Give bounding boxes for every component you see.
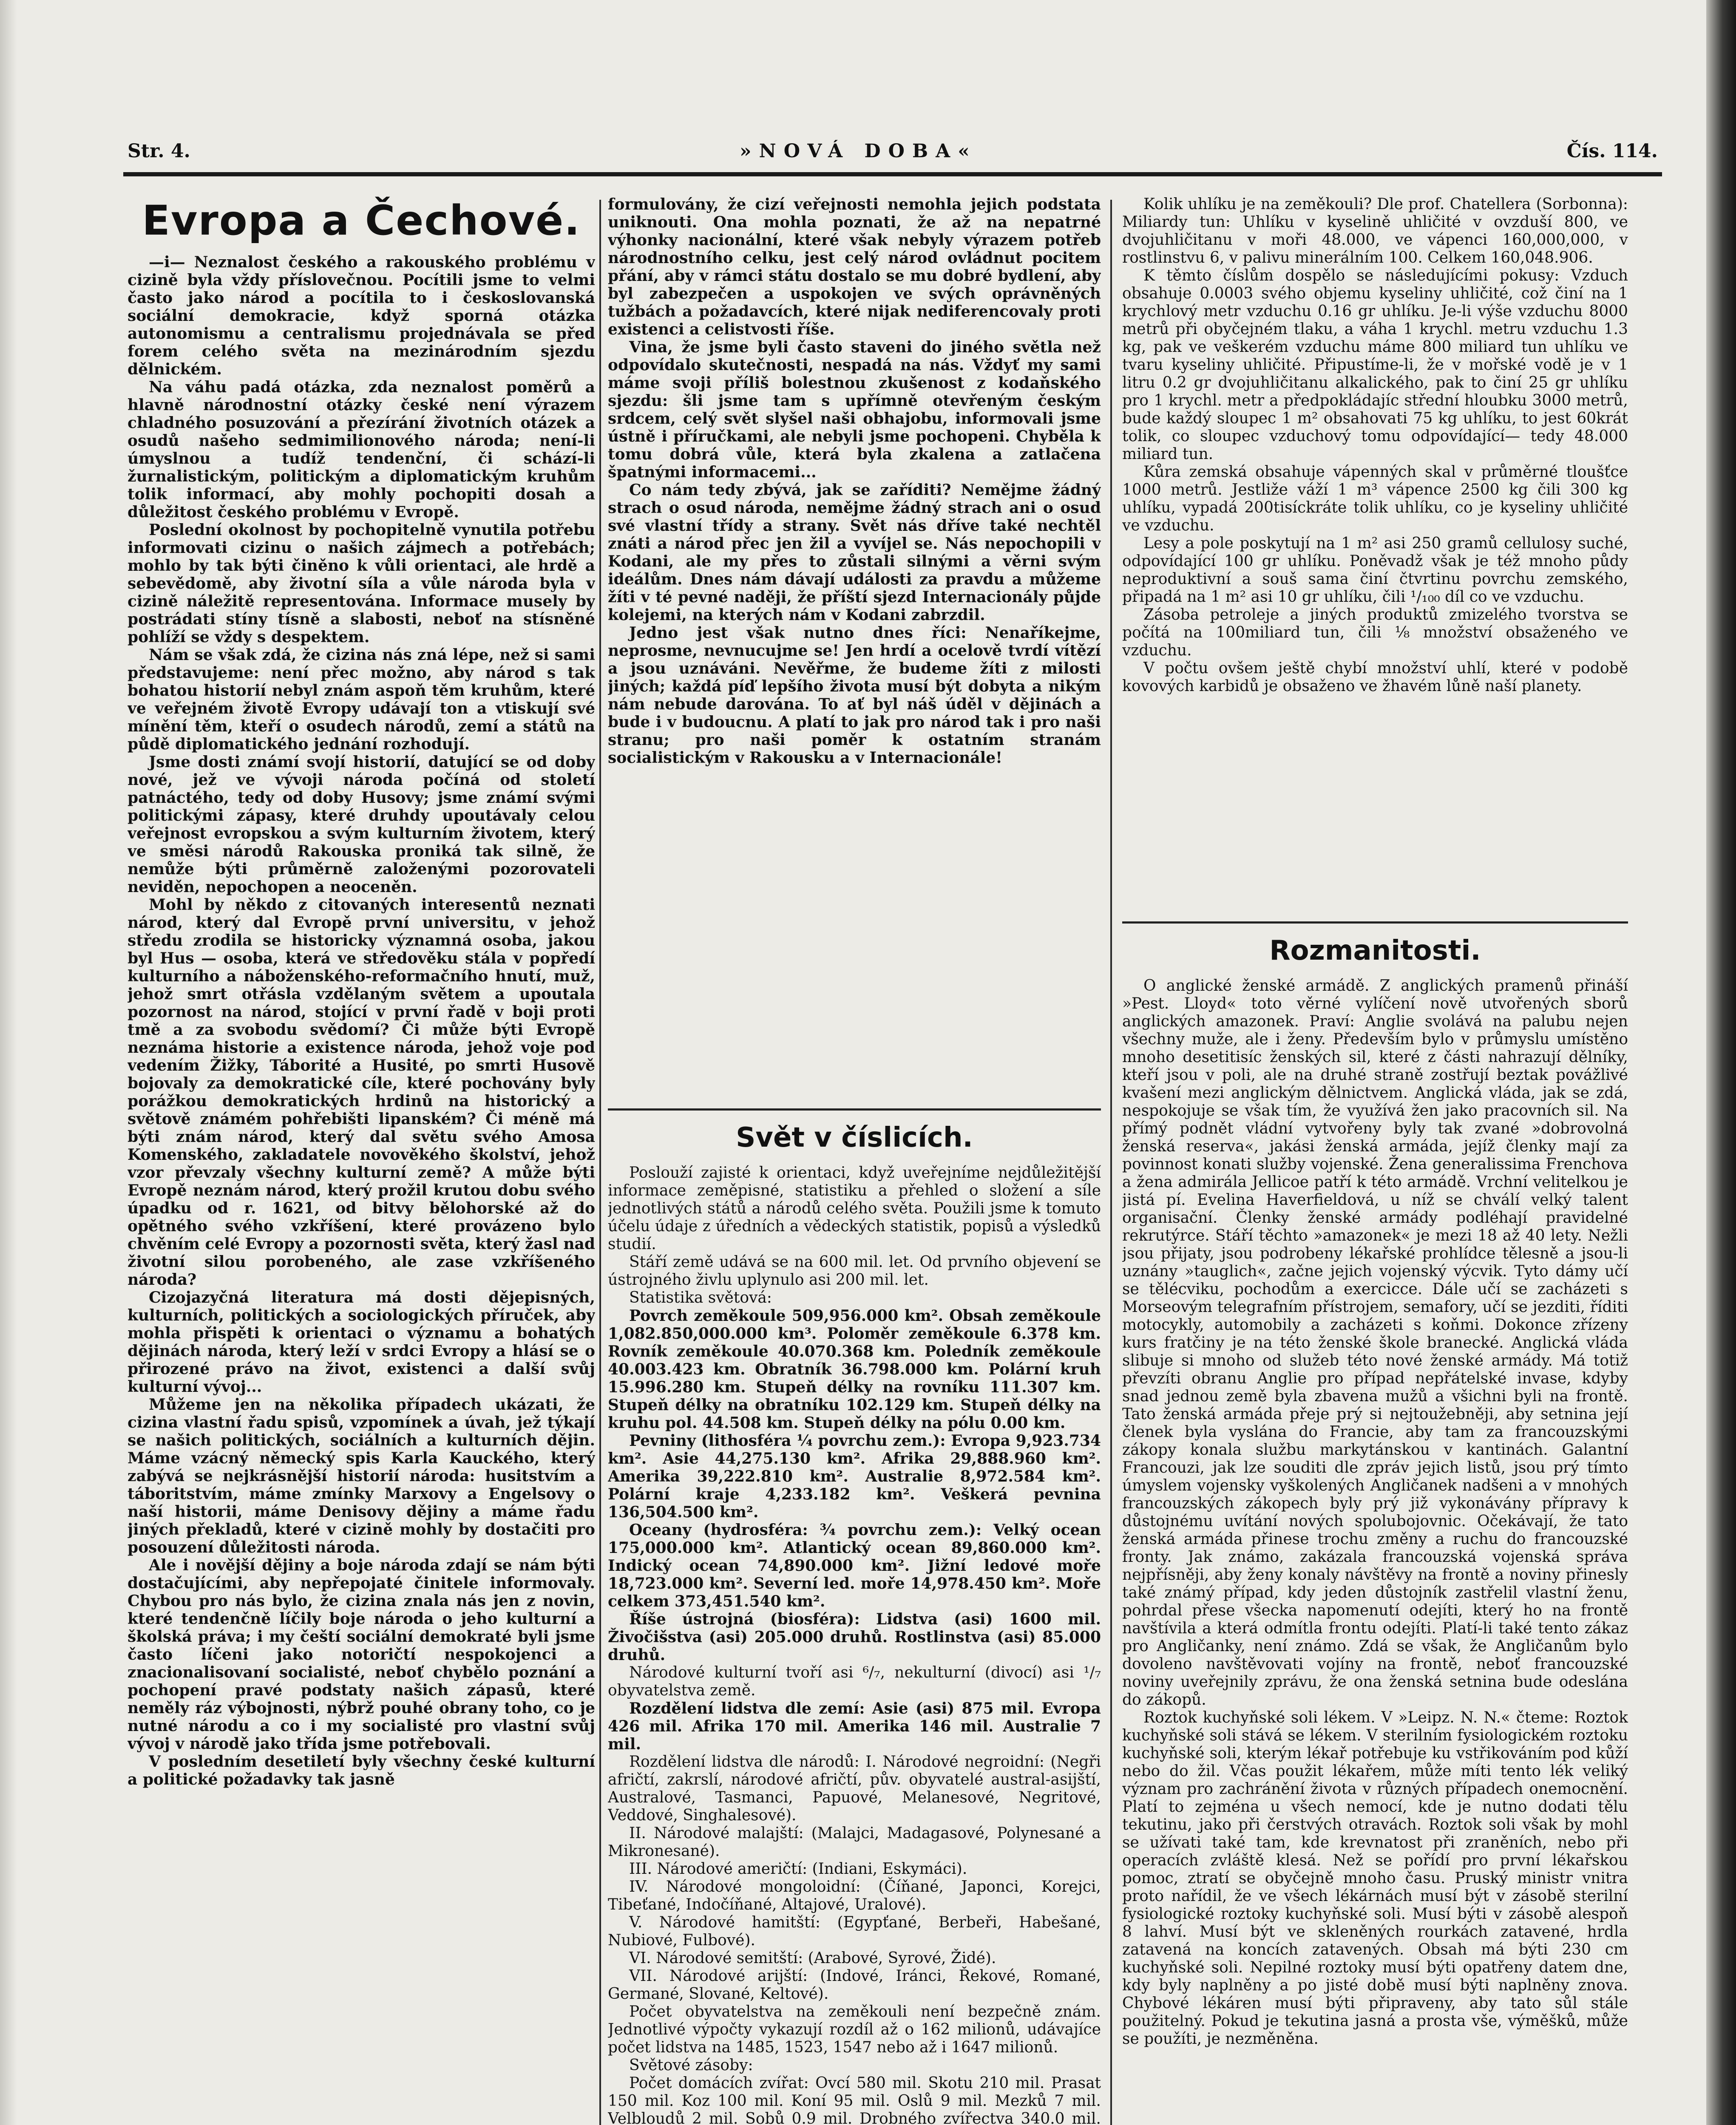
article-paragraph: V posledním desetiletí byly všechny české kulturní a politické požadavky tak jasně bbox=[128, 1753, 595, 1788]
stat-paragraph: Lesy a pole poskytují na 1 m² asi 250 gramů cellulosy suché, odpovídající 100 gr uhlíku. Poněvadž však je též mnoho půdy neproduktivní a souš sama činí čtvrtinu povrchu zemského, připadá na 1 m² asi 10 gr uhlíku, čili ¹/₁₀₀ díl co ve vzduchu. bbox=[1122, 535, 1628, 606]
article-paragraph: —i— Neznalost českého a rakouského problému v cizině byla vždy příslovečnou. Pocítili jsme to velmi často jako národ a pocítila to i českoslovanská sociální demokracie, když sporná otázka autonomismu a centralismu projednávala se před forem celého světa na mezinárodním sjezdu dělnickém. bbox=[128, 253, 595, 378]
stat-paragraph: Statistika světová: bbox=[629, 1289, 772, 1306]
stat-paragraph: Říše ústrojná (biosféra): Lidstva (asi) 1600 mil. Živočišstva (asi) 205.000 druhů. Rostlinstva (asi) 85.000 druhů. bbox=[608, 1610, 1101, 1664]
binding-shadow bbox=[1706, 0, 1736, 2125]
stat-paragraph: VII. Národové arijští: (Indové, Iránci, Řekové, Romané, Germané, Slované, Keltové). bbox=[608, 1967, 1101, 2003]
stat-paragraph: Zásoba petroleje a jiných produktů zmizelého tvorstva se počítá na 100miliard tun, čili ⅛ množství obsaženého ve vzduchu. bbox=[1122, 606, 1628, 659]
stat-paragraph: Povrch zeměkoule 509,956.000 km². Obsah zeměkoule 1,082.850,000.000 km³. Poloměr zeměkoule 6.378 km. Rovník zeměkoule 40.070.368 km. Poledník zeměkoule 40.003.423 km. Obratník 36.798.000 km. Polární kruh 15.996.280 km. Stupeň délky na rovníku 111.307 km. Stupeň délky na obratníku 102.129 km. Stupeň délky na kruhu pol. 44.508 km. Stupeň délky na pólu 0.00 km. bbox=[608, 1307, 1101, 1432]
stat-paragraph: VI. Národové semitští: (Arabové, Syrové, Židé). bbox=[629, 1949, 996, 1967]
section-rule bbox=[1122, 921, 1628, 924]
section-title: Svět v číslicích. bbox=[736, 1122, 973, 1153]
stat-paragraph: Rozdělení lidstva dle národů: I. Národové negroidní: (Negři afričtí, zakrslí, národové afričtí, pův. obyvatelé austral-asijští, Australové, Tasmanci, Papuové, Melanesové, Negritové, Veddové, Singhalesové). bbox=[608, 1753, 1101, 1824]
page-header bbox=[128, 140, 1658, 174]
article-paragraph: Ale i novější dějiny a boje národa zdají se nám býti dostačujícími, aby nepřepojaté činitele informovaly. Chybou pro nás bylo, že cizina znala nás jen z novin, které tendenčně líčily boje národa o jeho kulturní a školská práva; i my čeští sociální demokraté byli jsme často líčeni jako notoričtí nespokojenci a znacionalisovaní socialisté, neboť chybělo poznání a pochopení pravé podstaty našich zápasů, které neměly ráz výbojnosti, nýbrž pouhé obrany toho, co je nutné národu a co i my socialisté pro vlastní svůj vývoj v národě jako třída jsme potřebovali. bbox=[128, 1556, 595, 1753]
article-paragraph: Na váhu padá otázka, zda neznalost poměrů a hlavně národnostní otázky české není výrazem chladného posuzování a přezírání životních otázek a osudů našeho sedmimilionového národa; není-li úmyslnou a tudíž tendenční, či schází-li žurnalistickým, politickým a diplomatickým kruhům tolik informací, aby mohly pochopiti dosah a důležitost českého problému v Evropě. bbox=[128, 378, 595, 521]
stat-paragraph: Světové zásoby: bbox=[629, 2057, 753, 2074]
article-paragraph: Jedno jest však nutno dnes říci: Nenaříkejme, neprosme, nevnucujme se! Jen hrdí a ocelově tvrdí vítězí a jsou uznáváni. Nevěřme, že budeme žíti z milosti jiných; každá píď lepšího života musí být dobyta a nikým nám nebude darována. To ať byl náš úděl v dějinách a bude i v budoucnu. A platí to jak pro národ tak i pro naši stranu; pro naši poměr k ostatním stranám socialistickým v Rakousku a v Internacionále! bbox=[608, 624, 1101, 767]
article-paragraph: Cizojazyčná literatura má dosti dějepisných, kulturních, politických a sociologických příruček, aby mohla přispěti k orientaci o významu a bohatých dějinách národa, který leží v srdci Evropy a hlásí se o přirozené právo na život, existenci a další svůj kulturní vývoj... bbox=[128, 1289, 595, 1396]
stat-paragraph: Národové kulturní tvoří asi ⁶/₇, nekulturní (divocí) asi ¹/₇ obyvatelstva země. bbox=[608, 1664, 1101, 1699]
stat-paragraph: Počet obyvatelstva na zeměkouli není bezpečně znám. Jednotlivé výpočty vykazují rozdíl až o 162 milionů, udávajíce počet lidstva na 1485, 1523, 1547 nebo až i 1647 milionů. bbox=[608, 2003, 1101, 2056]
article-paragraph: Můžeme jen na několika případech ukázati, že cizina vlastní řadu spisů, vzpomínek a úvah, jež týkají se našich politických, sociálních a kulturních dějin. Máme vzácný německý spis Karla Kauckého, který zabývá se nejkrásnější historií národa: husitstvím a táboritstvím, máme zmínky Marxovy a Engelsovy o naší historii, máme Denisovy dějiny a máme řadu jiných překladů, které v cizině mohly by dostačiti pro posouzení důležitosti národa. bbox=[128, 1396, 595, 1556]
article-paragraph: Nám se však zdá, že cizina nás zná lépe, než si sami představujeme: není přec možno, aby národ s tak bohatou historií nebyl znám aspoň těm kruhům, které ve veřejném životě Evropy udávají ton a vtiskují své mínění těm, kteří o osudech národů, zemí a států na půdě diplomatického jednání rozhodují. bbox=[128, 646, 595, 753]
article-continuation bbox=[608, 196, 1101, 1101]
stat-paragraph: Rozdělení lidstva dle zemí: Asie (asi) 875 mil. Evropa 426 mil. Afrika 170 mil. Amerika 146 mil. Australie 7 mil. bbox=[608, 1700, 1101, 1753]
stat-paragraph: Poslouží zajisté k orientaci, když uveřejníme nejdůležitější informace zeměpisné, statistiku a přehled o složení a síle jednotlivých států a národů celého světa. Použili jsme k tomuto účelu údaje z úředních a vědeckých statistik, popisů a výsledků studií. bbox=[608, 1164, 1101, 1253]
news-item: Roztok kuchyňské soli lékem. V »Leipz. N. N.« čteme: Roztok kuchyňské soli stává se lékem. V sterilním fysiologickém roztoku kuchyňské soli, kterým lékař potřebuje ku vstřikováním pod kůží nebo do žil. Včas použit lékařem, může míti tento lék veliký význam pro zachránění života v různých případech onemocnění. Platí to zejména u všech nemocí, kde je nutno dodati tělu tekutinu, jako při čerstvých otravách. Roztok soli však by mohl se užívati také tam, kde krevnatost při zraněních, nebo při operacích zvláště klesá. Než se pořídí pro první lékařskou pomoc, ztratí se obyčejně mnoho času. Pruský ministr vnitra proto nařídil, že ve všech lékárnách musí být v zásobě sterilní fysiologické roztoky kuchyňské soli. Musí býti v zásobě alespoň 8 lahví. Musí být ve skleněných rourkách zatavené, hrdla zatavená na koncích zatavených. Obsah má býti 230 cm kuchyňské soli. Nepilné roztoky musí býti opatřeny datem dne, kdy byly naplněny a po jisté době musí býti naplněny znova. Chybové lékáren musí býti připraveny, aby tato sůl stále použitelný. Pokud je tekutina jasná a prosta vše, výměšků, může se použíti, je nezměněna. bbox=[1122, 1709, 1628, 2048]
column-divider bbox=[1110, 200, 1112, 2125]
article-paragraph: Co nám tedy zbývá, jak se zaříditi? Nemějme žádný strach o osud národa, nemějme žádný strach ani o osud své vlastní třídy a strany. Svět nás dříve také nechtěl znáti a národ přec jen žil a vyvíjel se. Nás nepochopili v Kodani, ale my přes to zůstali silnými a věrni svým ideálům. Dnes nám dávají události za pravdu a můžeme žíti v té pevné naději, že příští sjezd Internacionály půjde kolejemi, na kterých nám v Kodani zabrzdil. bbox=[608, 481, 1101, 624]
miscellany-section bbox=[1122, 977, 1628, 2048]
statistics-section bbox=[608, 1164, 1101, 2125]
column-1 bbox=[128, 196, 595, 2125]
section-rule bbox=[608, 1108, 1101, 1111]
stat-paragraph: Počet domácích zvířat: Ovcí 580 mil. Skotu 210 mil. Prasat 150 mil. Koz 100 mil. Koní 95 mil. Oslů 9 mil. Mezků 7 mil. Velbloudů 2 mil. Sobů 0.9 mil. Drobného zvířectva 340.0 mil. bbox=[608, 2074, 1101, 2125]
column-divider bbox=[599, 200, 601, 2125]
article-paragraph: Poslední okolnost by pochopitelně vynutila potřebu informovati cizinu o našich zájmech a potřebách; mohlo by tak býti činěno k vůli orientaci, ale hrdě a sebevědomě, aby životní síla a vůle národa byla v cizině náležitě representována. Informace musely by postrádati stíny tísně a slabosti, neboť na stísněné pohlíží se vždy s despektem. bbox=[128, 521, 595, 646]
issue-number: Čís. 114. bbox=[1566, 140, 1658, 162]
stat-paragraph: IV. Národové mongoloidní: (Číňané, Japonci, Korejci, Tibeťané, Indočíňané, Altajové, Uralové). bbox=[608, 1878, 1101, 1913]
header-rule bbox=[123, 172, 1662, 176]
stat-paragraph: K těmto číslům dospělo se následujícími pokusy: Vzduch obsahuje 0.0003 svého objemu kyseliny uhličité, což činí na 1 krychlový metr vzduchu 0.16 gr uhlíku. Je-li výše vzduchu 8000 metrů při obyčejném tlaku, a váha 1 krychl. metru vzduchu 1.3 kg, pak ve veškerém vzduchu máme 800 miliard tun uhlíku ve tvaru kyseliny uhličité. Připustíme-li, že v mořské vodě je v 1 litru 0.2 gr dvojuhličitanu alkalického, pak to činí 25 gr uhlíku pro 1 krychl. metr a předpokládajíc střední hloubku 3000 metrů, bude každý sloupec 1 m² obsahovati 75 kg uhlíku, to jest 60krát tolik, co sloupec vzduchový tomu odpovídající— tedy 48.000 miliard tun. bbox=[1122, 267, 1628, 463]
stat-paragraph: III. Národové američtí: (Indiani, Eskymáci). bbox=[629, 1860, 967, 1878]
statistics-continuation bbox=[1122, 196, 1628, 914]
news-item: O anglické ženské armádě. Z anglických pramenů přináší »Pest. Lloyd« toto věrné vylíčení nově utvořených sborů anglických amazonek. Praví: Anglie svolává na palubu nejen všechny muže, ale i ženy. Především bylo v průmyslu umístěno mnoho desetitisíc ženských sil, které z části nahrazují dělníky, kteří jsou v poli, ale na druhé straně zostřují beztak povážlivé kvašení mezi anglickým dělnictvem. Anglická vláda, jak se zdá, nespokojuje se však tím, že využívá žen jako pracovních sil. Na přímý podnět vládní vytvořeny byly tak zvané »dobrovolná ženská reserva«, jakási ženská armáda, jejíž členky mají za povinnost konati služby vojenské. Žena generalissima Frenchova a žena admirála Jellicoe patří k této armádě. Vrchní velitelkou je jistá pí. Evelina Haverfieldová, u níž se chválí velký talent organisační. Členky ženské armády podléhají pravidelné rekrutýrce. Stáří těchto »amazonek« je mezi 18 až 40 lety. Nežli jsou přijaty, jsou podrobeny lékařské prohlídce tělesně a jsou-li uznány »tauglich«, začne jejich vojenský výcvik. Tyto dámy učí se tělécviku, pochodům a exercicce. Dále učí se zacházeti s Morseovým telegrafním přístrojem, semafory, učí se jezditi, říditi motocykly, automobily a zacházeti s koňmi. Dokonce zřízeny kurs fratčiny je na této ženské škole branecké. Anglická vláda slibuje si mnoho od služeb této nové ženské armády. Má totiž převzíti obranu Anglie pro případ nepřátelské invase, kdyby snad jednou země byla zbavena mužů a všichni byli na frontě. Tato ženská armáda přeje prý si nejtoužebněji, aby setnina její členek byla vyslána do Francie, aby tam za francouzskými zákopy konala službu markytánskou v kantinách. Galantní Francouzi, jak lze souditi dle zpráv jejich listů, jsou prý tímto úmyslem vojensky vyškolených Angličanek nadšeni a v mnohých francouzských zákopech byly prý již vykonávány přípravy k důstojnému uvítání nových spolubojovnic. Očekávají, že tato ženská armáda přinese trochu změny a ruchu do francouzské fronty. Jak známo, zakázala francouzská vojenská správa nejpřísněji, aby ženy konaly návštěvy na frontě a noviny přinesly také známý případ, kdy jeden důstojník zastřelil vlastní ženu, pohrdal přese všecka napomenutí odejíti, který ho na frontě navštívila a která odmítla frontu odejíti. Platí-li také tento zákaz pro Angličanky, není známo. Zdá se však, že Angličanům bylo dovoleno navštěvovati vojíny na frontě, neboť francouzské noviny uveřejnily zprávu, že ona ženská setnina bude odeslána do zákopů. bbox=[1122, 977, 1628, 1708]
stat-paragraph: Stáří země udává se na 600 mil. let. Od prvního objevení se ústrojného živlu uplynulo asi 200 mil. let. bbox=[608, 1253, 1101, 1289]
stat-paragraph: V. Národové hamitští: (Egypťané, Berbeři, Habešané, Nubiové, Fulbové). bbox=[608, 1914, 1101, 1949]
stat-paragraph: II. Národové malajští: (Malajci, Madagasové, Polynesané a Mikronesané). bbox=[608, 1825, 1101, 1860]
stat-paragraph: Oceany (hydrosféra: ¾ povrchu zem.): Velký ocean 175,000.000 km². Atlantický ocean 89,860.000 km². Indický ocean 74,890.000 km². Jižní ledové moře 18,723.000 km². Severní led. moře 14,978.450 km². Moře celkem 373,451.540 km². bbox=[608, 1521, 1101, 1610]
article-paragraph: Mohl by někdo z citovaných interesentů neznati národ, který dal Evropě první universitu, v jehož středu zrodila se historicky významná osoba, jakou byl Hus — osoba, která ve středověku stála v popředí kulturního a náboženského-reformačního hnutí, muž, jehož smrt otřásla vzdělaným světem a upoutala pozornost na národ, stojící v první řadě v boji proti tmě a za svobodu svědomí? Či může býti Evropě neznáma historie a existence národa, jehož voje pod vedením Žižky, Táborité a Husité, po smrti Husově bojovaly za demokratické cíle, které pochovány byly porážkou demokratických hrdinů na historický a světově známém pohřebišti lipanském? Či méně má býti znám národ, který dal světu svého Amosa Komenského, zakladatele novověkého školství, jehož vzor převzaly všechny kulturní země? A může býti Evropě neznám národ, který prožil krutou dobu svého úpadku od r. 1621, od bitvy bělohorské až do opětného svého vzkříšení, které provázeno bylo chvěním celé Evropy a pozornosti světa, který žasl nad životní silou porobeného, ale zase vzkříšeného národa? bbox=[128, 896, 595, 1289]
stat-paragraph: Kolik uhlíku je na zeměkouli? Dle prof. Chatellera (Sorbonna): Miliardy tun: Uhlíku v kyselině uhličité v ovzduší 800, ve dvojuhličitanu v moři 48.000, ve vápenci 160,000,000, v rostlinstvu 6, v palivu minerálním 100. Celkem 160,048.906. bbox=[1122, 196, 1628, 266]
column-2 bbox=[608, 196, 1101, 2125]
page-number: Str. 4. bbox=[128, 140, 190, 162]
article-title: Evropa a Čechové. bbox=[142, 197, 581, 244]
page-left-edge bbox=[0, 0, 17, 2125]
article-paragraph: formulovány, že cizí veřejnosti nemohla jejich podstata uniknouti. Ona mohla poznati, že až na nepatrné výhonky nacionální, které však nebyly výrazem potřeb národnostního celku, jest celý národ ovládnut pocitem přání, aby v rámci státu dostalo se mu dobré bydlení, aby byl zabezpečen a uspokojen ve svých oprávněných tužbách a požadavcích, které nijak nediferencovaly proti existenci a celistvosti říše. bbox=[608, 196, 1101, 338]
stat-paragraph: Pevniny (lithosféra ¼ povrchu zem.): Evropa 9,923.734 km². Asie 44,275.130 km². Afrika 29,888.960 km². Amerika 39,222.810 km². Australie 8,972.584 km². Polární kraje 4,233.182 km². Veškerá pevnina 136,504.500 km². bbox=[608, 1432, 1101, 1521]
stat-paragraph: Kůra zemská obsahuje vápenných skal v průměrné tloušťce 1000 metrů. Jestliže váží 1 m³ vápence 2500 kg čili 300 kg uhlíku, vypadá 200tisíckráte tolik uhlíku, co je kyseliny uhličité ve vzduchu. bbox=[1122, 463, 1628, 534]
article-paragraph: Jsme dosti známí svojí historií, datující se od doby nové, jež ve vývoji národa počíná od století patnáctého, tedy od doby Husovy; jsme známí svými politickými zápasy, které druhdy upoutávaly celou veřejnost evropskou a svým kulturním životem, který ve směsi národů Rakouska proniká tak silně, že nemůže býti průměrně založenými pozorovateli neviděn, nepochopen a neoceněn. bbox=[128, 753, 595, 896]
stat-paragraph: V počtu ovšem ještě chybí množství uhlí, které v podobě kovových karbidů je obsaženo ve žhavém lůně naší planety. bbox=[1122, 660, 1628, 695]
section-title: Rozmanitosti. bbox=[1269, 935, 1481, 966]
column-3 bbox=[1122, 196, 1628, 2125]
newspaper-title: »NOVÁ DOBA« bbox=[740, 140, 977, 162]
article-paragraph: Vina, že jsme byli často staveni do jiného světla než odpovídalo skutečnosti, nespadá na nás. Vždyť my sami máme svoji příliš bolestnou zkušenost z kodaňského sjezdu: šli jsme tam s upřímně otevřeným českým srdcem, celý svět slyšel naši obhajobu, informovali jsme ústně i příručkami, ale nebyli jsme pochopeni. Chyběla k tomu dobrá vůle, která byla zkalena a zatlačena špatnými informacemi... bbox=[608, 338, 1101, 481]
